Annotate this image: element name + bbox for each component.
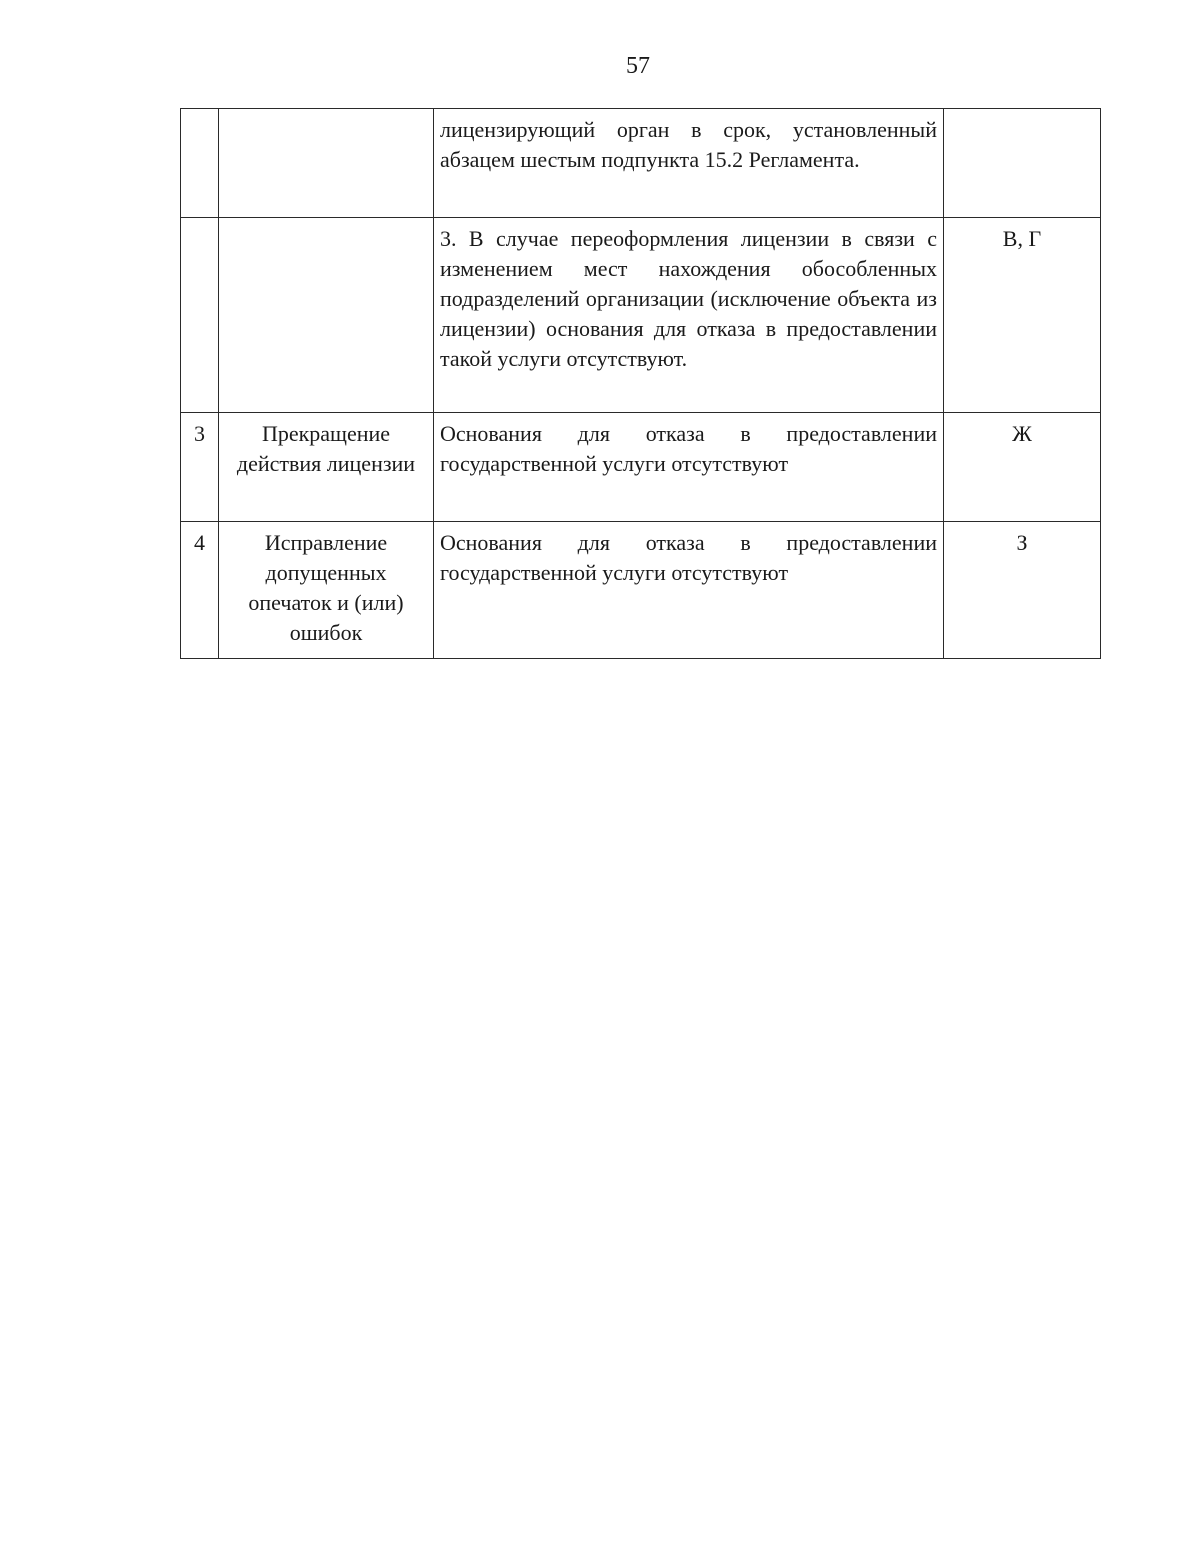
service-name-cell	[219, 218, 434, 413]
table-row	[181, 413, 1101, 522]
table-row	[181, 522, 1101, 659]
refusal-reason-text: лицензирующий орган в срок, установленный абзацем шестым подпункта 15.2 Регламента.	[440, 117, 937, 172]
refusal-reason-cell	[434, 522, 944, 659]
refusal-reason-text: Основания для отказа в предоставлении государственной услуги отсутствуют	[440, 530, 937, 585]
service-name-cell	[219, 109, 434, 218]
row-number-cell	[181, 109, 219, 218]
row-number-cell: 3	[181, 413, 219, 522]
page-number: 57	[626, 53, 650, 79]
refusal-reason-cell	[434, 413, 944, 522]
refusal-reason-cell	[434, 218, 944, 413]
row-number-cell: 4	[181, 522, 219, 659]
row-number-cell	[181, 218, 219, 413]
refusal-reason-cell	[434, 109, 944, 218]
services-table	[180, 108, 1101, 659]
refusal-reason-text: 3. В случае переоформления лицензии в связи с изменением мест нахождения обособленных подразделений организации (исключение объекта из лицензии) основания для отказа в предоставлении такой услуги отсутствуют.	[440, 226, 937, 371]
table-row	[181, 218, 1101, 413]
result-code-cell	[944, 109, 1101, 218]
table-row	[181, 109, 1101, 218]
refusal-reason-text: Основания для отказа в предоставлении государственной услуги отсутствуют	[440, 421, 937, 476]
result-code-cell: В, Г	[944, 218, 1101, 413]
result-code-cell: З	[944, 522, 1101, 659]
service-name-cell: Прекращение действия лицензии	[219, 413, 434, 522]
service-name-cell: Исправление допущенных опечаток и (или) ошибок	[219, 522, 434, 659]
result-code-cell: Ж	[944, 413, 1101, 522]
